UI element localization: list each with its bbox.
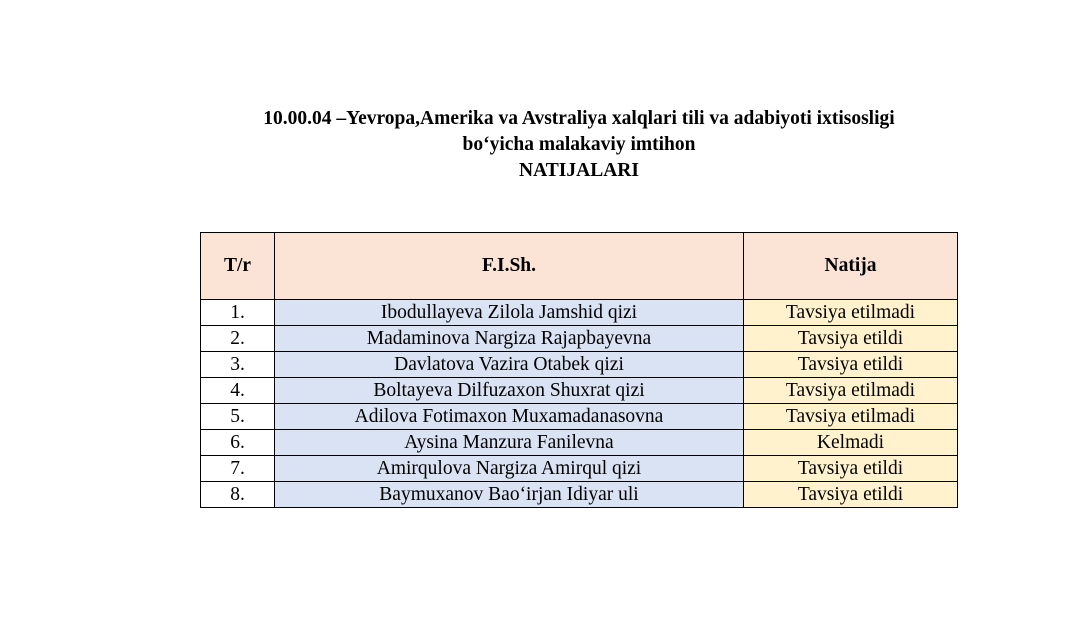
row-result: Tavsiya etilmadi	[744, 300, 958, 326]
table-row	[201, 352, 958, 378]
row-number: 4.	[201, 378, 275, 404]
row-number: 6.	[201, 430, 275, 456]
row-full-name: Baymuxanov Bao‘irjan Idiyar uli	[275, 482, 744, 508]
row-full-name: Boltayeva Dilfuzaxon Shuxrat qizi	[275, 378, 744, 404]
row-number: 5.	[201, 404, 275, 430]
row-result: Tavsiya etildi	[744, 482, 958, 508]
row-result: Kelmadi	[744, 430, 958, 456]
row-full-name: Adilova Fotimaxon Muxamadanasovna	[275, 404, 744, 430]
row-number: 1.	[201, 300, 275, 326]
header-number: T/r	[201, 233, 275, 300]
title-line-1: 10.00.04 –Yevropa,Amerika va Avstraliya xalqlari tili va adabiyoti ixtisosligi	[263, 108, 895, 129]
document-title	[0, 106, 1080, 184]
row-full-name: Aysina Manzura Fanilevna	[275, 430, 744, 456]
row-full-name: Ibodullayeva Zilola Jamshid qizi	[275, 300, 744, 326]
results-table	[200, 232, 958, 508]
row-number: 7.	[201, 456, 275, 482]
table-row	[201, 378, 958, 404]
table-row	[201, 326, 958, 352]
table-row	[201, 430, 958, 456]
header-full-name: F.I.Sh.	[275, 233, 744, 300]
title-line-3: NATIJALARI	[519, 160, 639, 181]
header-result: Natija	[744, 233, 958, 300]
row-result: Tavsiya etilmadi	[744, 378, 958, 404]
row-full-name: Davlatova Vazira Otabek qizi	[275, 352, 744, 378]
row-full-name: Madaminova Nargiza Rajapbayevna	[275, 326, 744, 352]
title-line-2: bo‘yicha malakaviy imtihon	[462, 134, 696, 155]
row-full-name: Amirqulova Nargiza Amirqul qizi	[275, 456, 744, 482]
row-number: 3.	[201, 352, 275, 378]
row-result: Tavsiya etildi	[744, 326, 958, 352]
table-row	[201, 456, 958, 482]
table-row	[201, 404, 958, 430]
table-row	[201, 482, 958, 508]
row-result: Tavsiya etildi	[744, 352, 958, 378]
table-row	[201, 300, 958, 326]
table-header-row	[201, 233, 958, 300]
row-number: 8.	[201, 482, 275, 508]
row-result: Tavsiya etildi	[744, 456, 958, 482]
row-result: Tavsiya etilmadi	[744, 404, 958, 430]
row-number: 2.	[201, 326, 275, 352]
